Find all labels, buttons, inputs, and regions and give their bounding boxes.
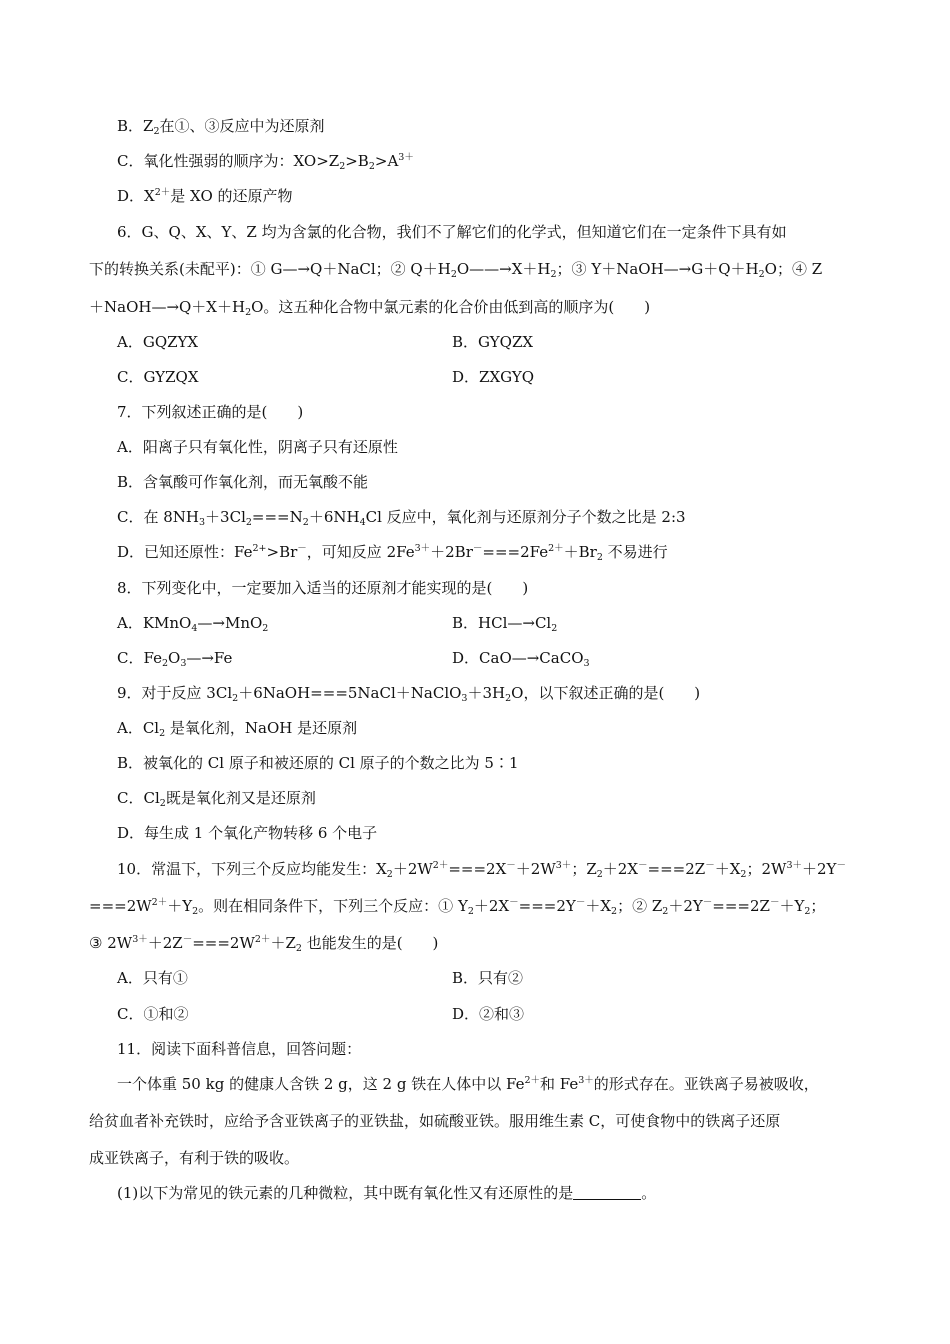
option-5b: B．$Z_2$在①、③反应中为还原剂 <box>117 117 325 137</box>
option-10c: C．①和② <box>117 1005 189 1023</box>
option-8c: C．$Fe_2O_3—\to Fe$ <box>117 649 233 669</box>
question-6-stem: 下的转换关系(未配平)：① G—→Q＋NaCl；② $Q+H_2O——\to X+H_2$；③ $Y+NaOH—\to G+Q+H_2O$；④ Z <box>89 260 823 280</box>
option-9a: A．$Cl_2$ 是氧化剂，NaOH 是还原剂 <box>117 719 358 739</box>
option-8a: A．KMnO$_4$—→MnO$_2$ <box>117 614 269 634</box>
question-11-passage: 一个体重 50 kg 的健康人含铁 2 g，这 2 g 铁在人体中以 $Fe^{2+}$和 $Fe^{3+}$的形式存在。亚铁离子易被吸收， <box>117 1075 819 1093</box>
option-5c: C．氧化性强弱的顺序为：$XO>Z_2>B_2>A^{3+}$ <box>117 152 414 172</box>
question-11-passage: 给贫血者补充铁时，应给予含亚铁离子的亚铁盐，如硫酸亚铁。服用维生素 C，可使食物中的铁离子还原 <box>89 1112 781 1130</box>
question-11-part-1: (1)以下为常见的铁元素的几种微粒，其中既有氧化性又有还原性的是 。 <box>117 1184 657 1202</box>
option-9d: D．每生成 1 个氧化产物转移 6 个电子 <box>117 824 378 842</box>
question-11-stem: 11．阅读下面科普信息，回答问题： <box>117 1040 362 1058</box>
option-6d: D．ZXGYQ <box>452 368 535 386</box>
option-7b: B．含氧酸可作氧化剂，而无氧酸不能 <box>117 473 369 491</box>
option-6b: B．GYQZX <box>452 333 534 351</box>
question-11-passage: 成亚铁离子，有利于铁的吸收。 <box>89 1149 300 1167</box>
question-9-stem: 9．对于反应 $3Cl_2+6NaOH===5NaCl+NaClO_3+3H_2O$，以下叙述正确的是( ) <box>117 684 701 704</box>
option-6c: C．GYZQX <box>117 368 199 386</box>
question-10-stem: 10．常温下，下列三个反应均能发生：$X_2+2W^{2+}===2X^-+2W^{3+}$；$Z_2+2X^-===2Z^-+X_2$；$2W^{3+}+2Y^-$ <box>117 860 846 880</box>
option-7c: C．在 $8NH_3+3Cl_2===N_2+6NH_4Cl$ 反应中，氧化剂与还原剂分子个数之比是 2:3 <box>117 508 686 528</box>
question-10-stem: ③ $2W^{3+}+2Z^-===2W^{2+}+Z_2$ 也能发生的是( ) <box>89 934 439 954</box>
option-10a: A．只有① <box>117 969 188 987</box>
option-8d: D．CaO—→CaCO$_3$ <box>452 649 590 669</box>
option-10d: D．②和③ <box>452 1005 525 1023</box>
option-9b: B．被氧化的 Cl 原子和被还原的 Cl 原子的个数之比为 5∶1 <box>117 754 519 772</box>
option-7d: D．已知还原性：$Fe^{2+}>Br^-$，可知反应 $2Fe^{3+}+2Br^-===2Fe^{2+}+Br_2$ 不易进行 <box>117 543 668 563</box>
question-7-stem: 7．下列叙述正确的是( ) <box>117 403 304 421</box>
option-10b: B．只有② <box>452 969 524 987</box>
option-8b: B．$HCl—\to Cl_2$ <box>452 614 558 634</box>
option-6a: A．GQZYX <box>117 333 199 351</box>
question-8-stem: 8．下列变化中，一定要加入适当的还原剂才能实现的是( ) <box>117 579 529 597</box>
option-7a: A．阳离子只有氧化性，阴离子只有还原性 <box>117 438 398 456</box>
question-6-stem: $+NaOH—\to Q+X+H_2O$。这五种化合物中氯元素的化合价由低到高的顺序为( ) <box>89 298 651 318</box>
option-5d: D．$X^{2+}$是 XO 的还原产物 <box>117 187 293 205</box>
option-9c: C．$Cl_2$既是氧化剂又是还原剂 <box>117 789 316 809</box>
question-10-stem: $===2W^{2+}+Y_2$。则在相同条件下，下列三个反应：① $Y_2+2X^-===2Y^-+X_2$；② $Z_2+2Y^-===2Z^-+Y_2$； <box>89 897 826 917</box>
question-6-stem: 6．G、Q、X、Y、Z 均为含氯的化合物，我们不了解它们的化学式，但知道它们在一定条件下具有如 <box>117 223 787 241</box>
